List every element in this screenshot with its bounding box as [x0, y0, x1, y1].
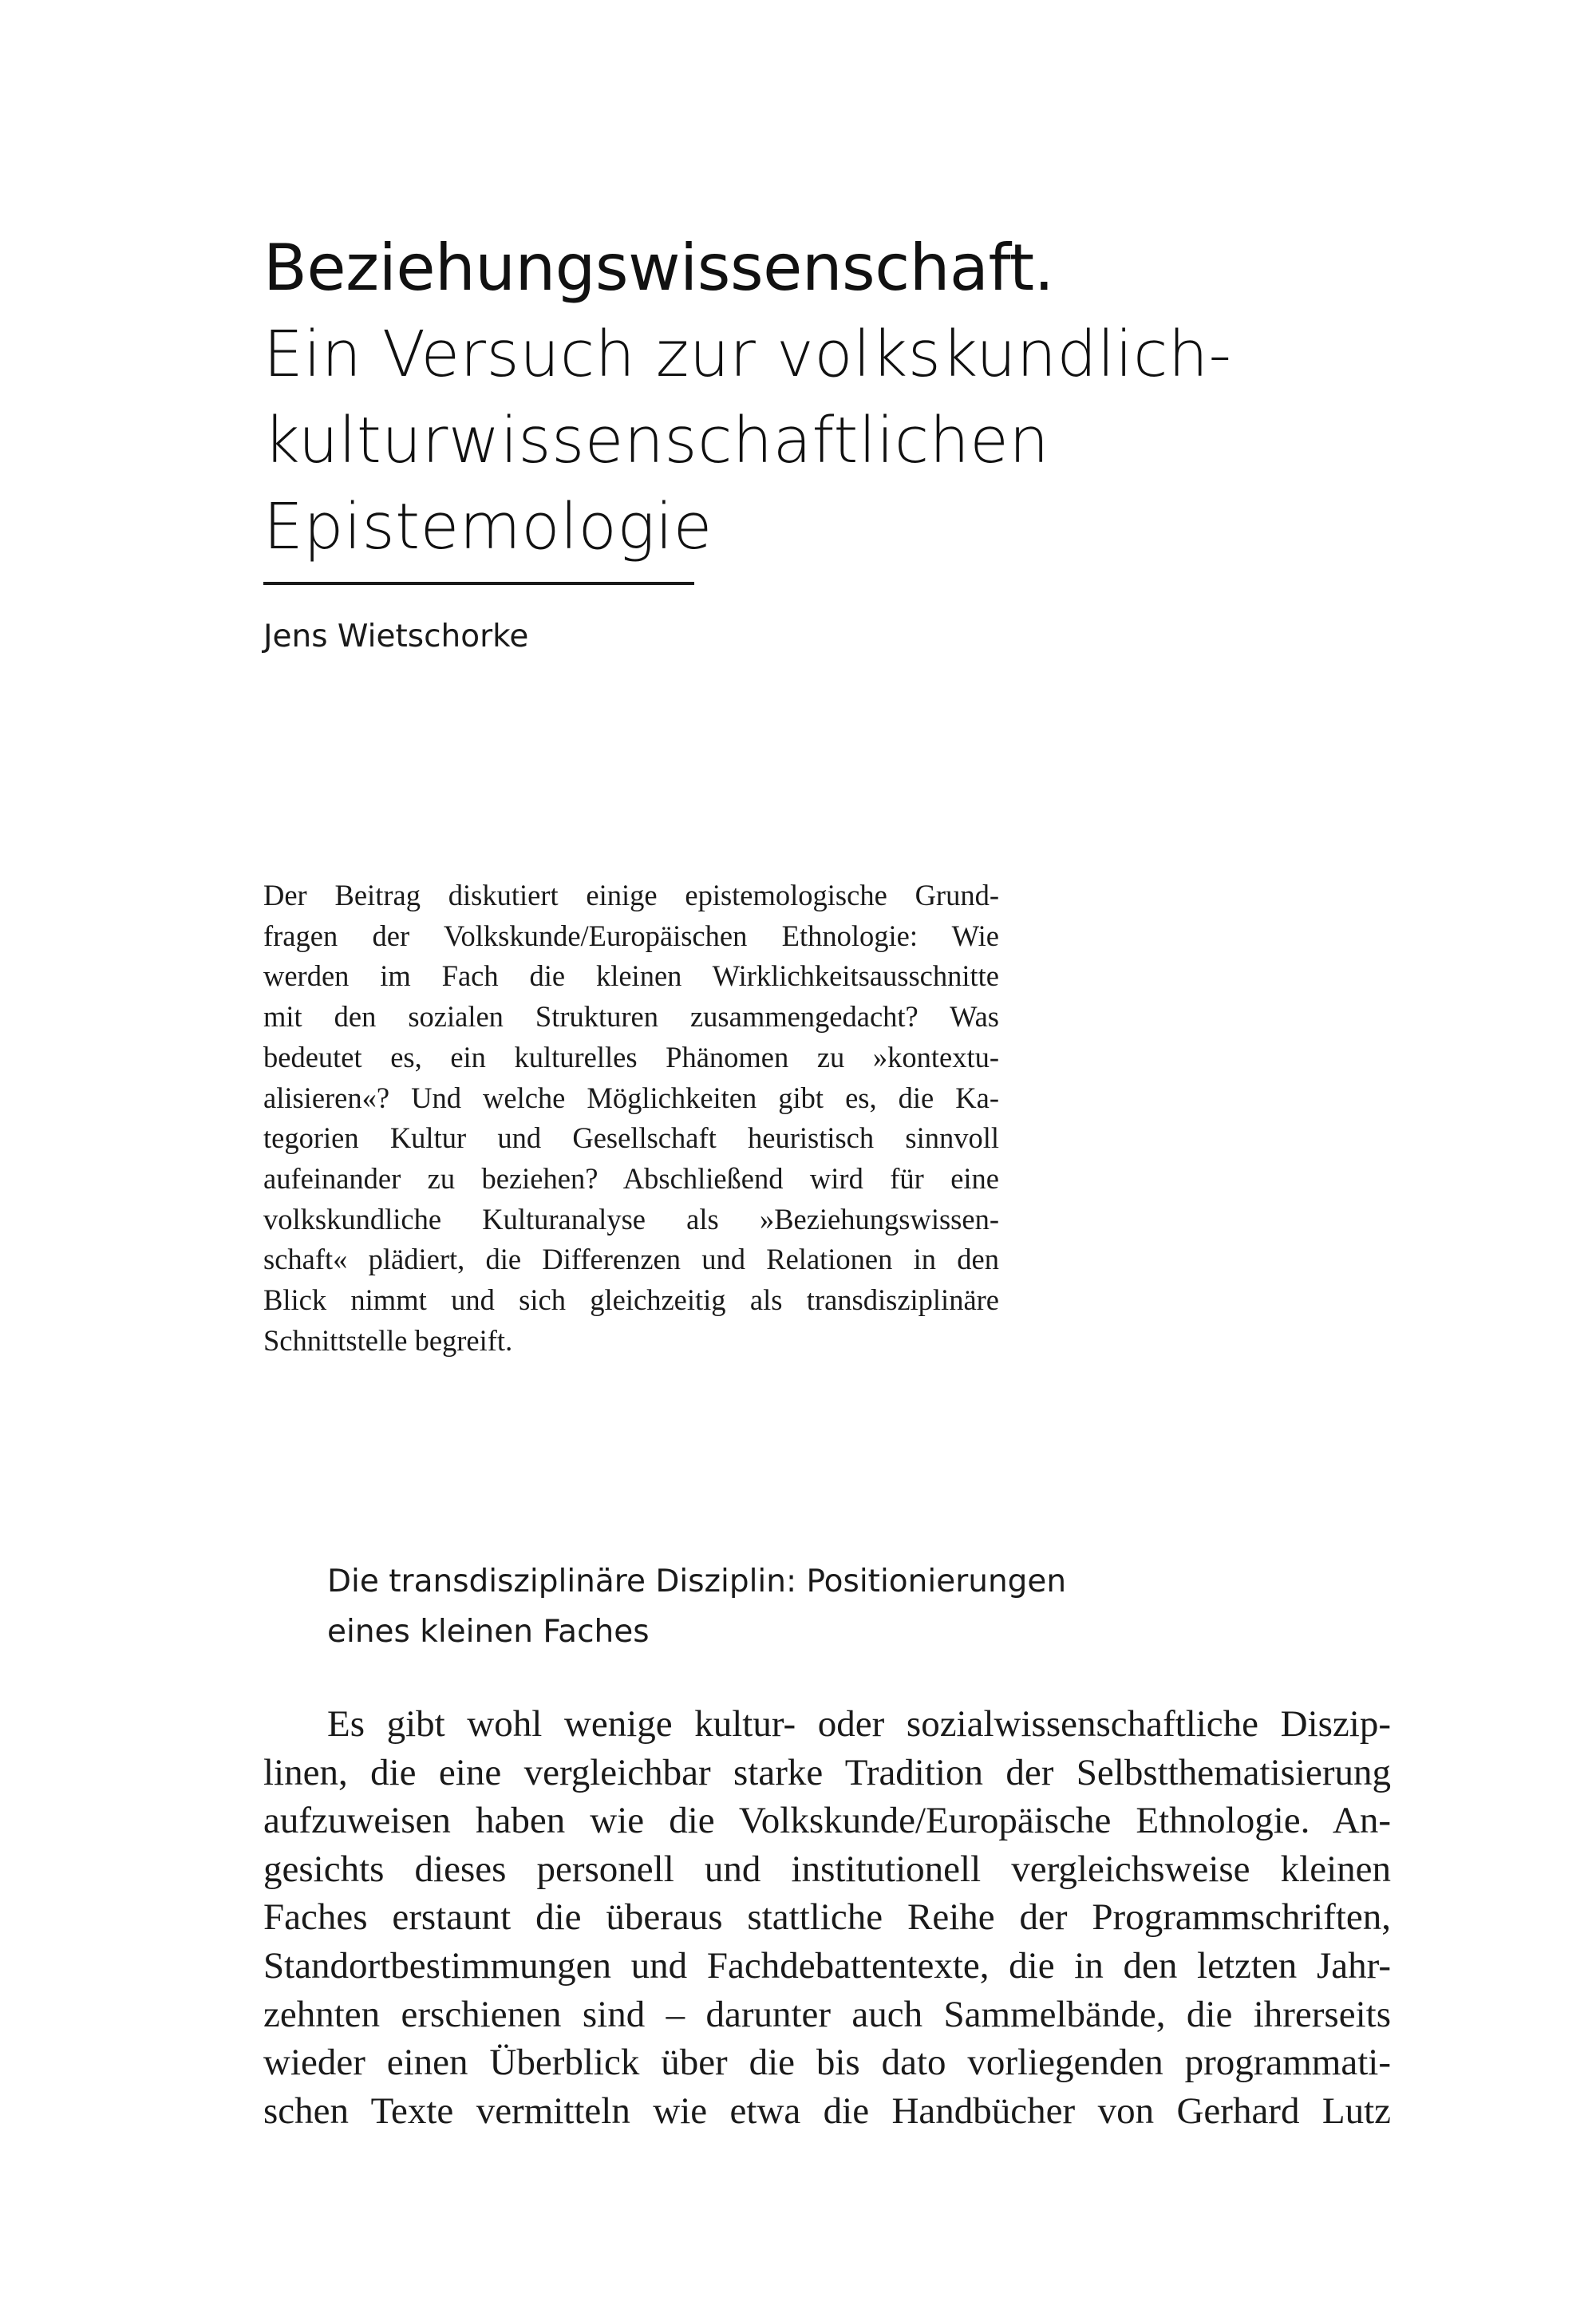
abstract-line: Der Beitrag diskutiert einige epistemologische Grund-	[263, 879, 999, 911]
abstract-line: Schnittstelle begreift.	[263, 1323, 513, 1357]
body-line: linen, die eine vergleichbar starke Tradition der Selbstthematisierung	[263, 1751, 1391, 1793]
title-subtitle-line-1: Ein Versuch zur volkskundlich-	[263, 318, 1232, 391]
abstract	[263, 876, 999, 1361]
abstract-line: schaft« plädiert, die Differenzen und Relationen in den	[263, 1243, 999, 1276]
title-subtitle-line-3: Epistemologie	[263, 490, 713, 563]
body-paragraph	[263, 1700, 1391, 2135]
abstract-line: aufeinander zu beziehen? Abschließend wird für eine	[263, 1161, 999, 1195]
title-main: Beziehungswissenschaft.	[263, 231, 1054, 305]
article-title	[263, 225, 1301, 570]
body-line-text: Es gibt wohl wenige kultur- oder sozialwissenschaftliche Diszip-	[327, 1703, 1391, 1745]
body-line: schen Texte vermitteln wie etwa die Handbücher von Gerhard Lutz	[263, 2090, 1391, 2132]
author-name: Jens Wietschorke	[263, 619, 529, 654]
abstract-line: mit den sozialen Strukturen zusammengedacht? Was	[263, 1000, 999, 1034]
body-line: Faches erstaunt die überaus stattliche Reihe der Programmschriften,	[263, 1896, 1391, 1939]
abstract-line: bedeutet es, ein kulturelles Phänomen zu »kontextu-	[263, 1040, 999, 1073]
body-line: gesichts dieses personell und institutionell vergleichsweise kleinen	[263, 1848, 1391, 1890]
title-subtitle-line-2: kulturwissenschaftlichen	[263, 404, 1049, 477]
abstract-line: werden im Fach die kleinen Wirklichkeitsausschnitte	[263, 959, 999, 993]
body-line: zehnten erschienen sind – darunter auch Sammelbände, die ihrerseits	[263, 1993, 1391, 2035]
section-heading-line-2: eines kleinen Faches	[327, 1614, 650, 1650]
abstract-line: alisieren«? Und welche Möglichkeiten gibt es, die Ka-	[263, 1081, 999, 1114]
body-line: Standortbestimmungen und Fachdebattentexte, die in den letzten Jahr-	[263, 1944, 1391, 1987]
abstract-line: Blick nimmt und sich gleichzeitig als transdisziplinäre	[263, 1283, 999, 1317]
title-divider	[263, 582, 694, 585]
body-line: wieder einen Überblick über die bis dato vorliegenden programmati-	[263, 2042, 1391, 2084]
abstract-line: tegorien Kultur und Gesellschaft heuristisch sinnvoll	[263, 1121, 999, 1155]
section-heading-line-1: Die transdisziplinäre Disziplin: Positionierungen	[327, 1564, 1067, 1599]
abstract-line: fragen der Volkskunde/Europäischen Ethnologie: Wie	[263, 919, 999, 952]
abstract-line: volkskundliche Kulturanalyse als »Beziehungswissen-	[263, 1202, 999, 1236]
body-line: aufzuweisen haben wie die Volkskunde/Europäische Ethnologie. An-	[263, 1800, 1391, 1842]
body-line	[263, 1700, 1391, 1749]
section-heading	[327, 1556, 1205, 1657]
